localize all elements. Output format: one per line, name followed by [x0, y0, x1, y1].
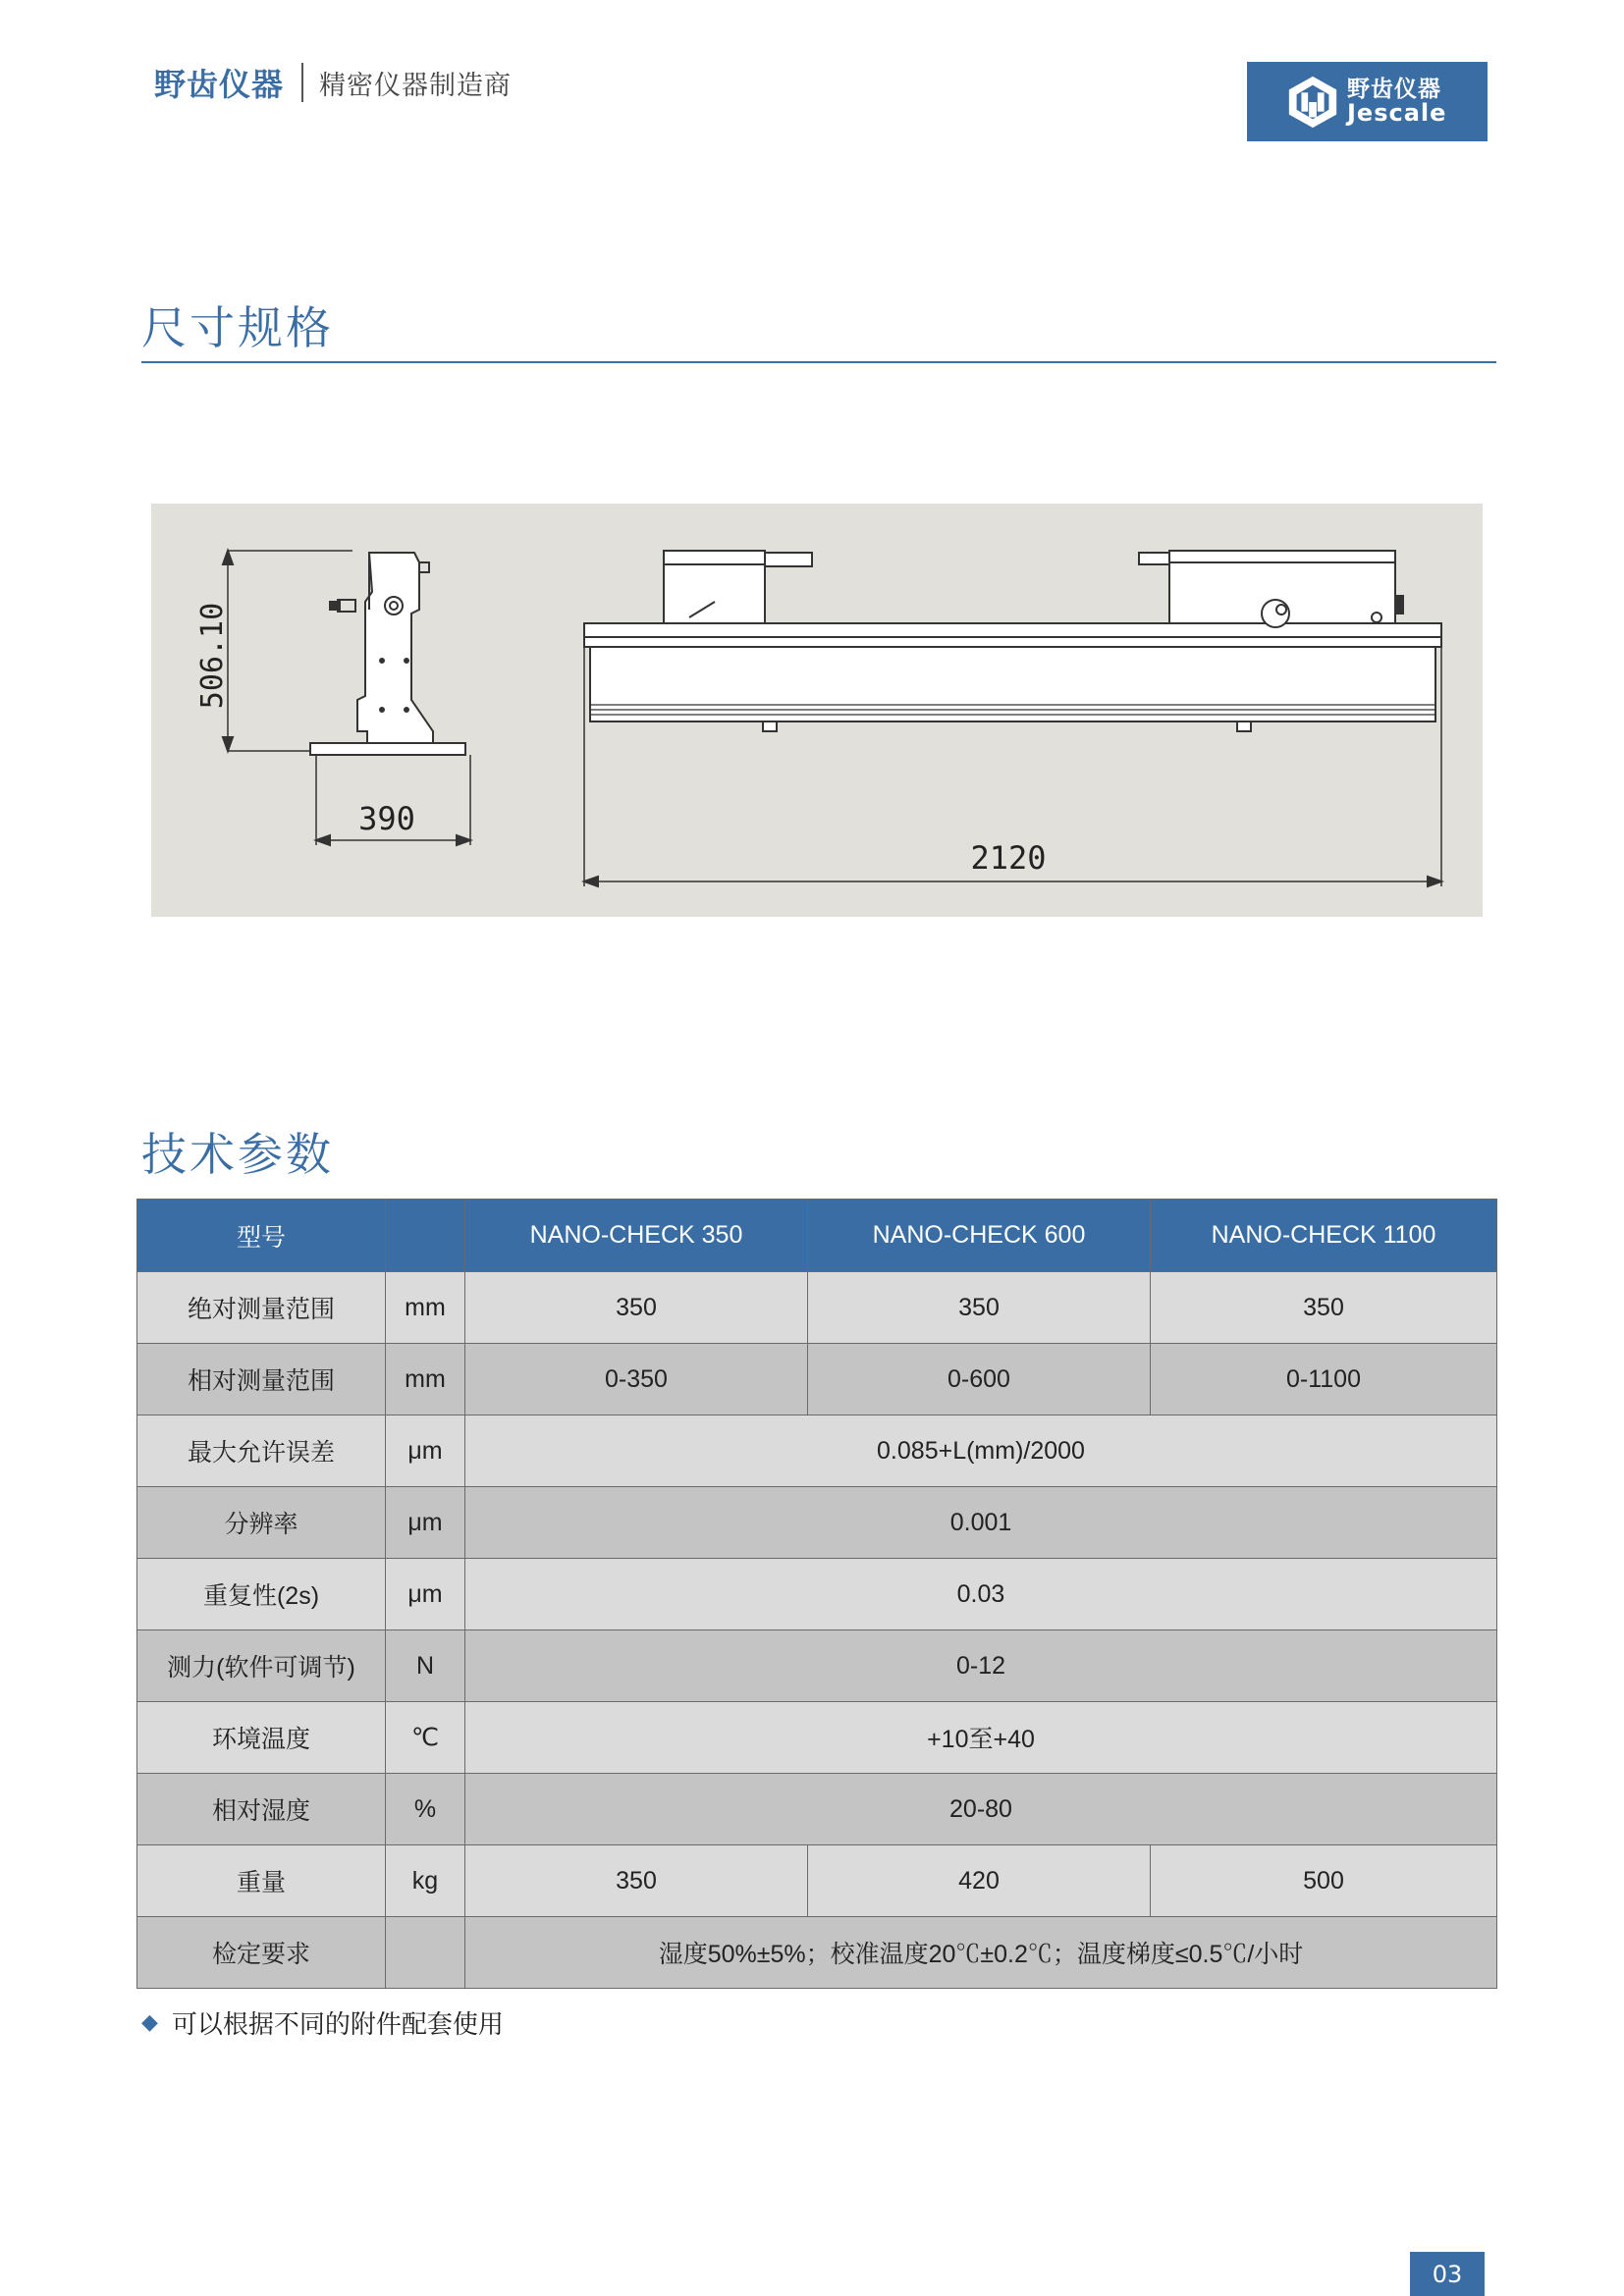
table-row	[137, 1917, 1497, 1989]
specs-title: 技术参数	[141, 1128, 334, 1181]
param-cell: 相对测量范围	[137, 1344, 386, 1415]
brand-divider	[301, 63, 303, 102]
value-cell: +10至+40	[465, 1702, 1497, 1774]
table-row	[137, 1774, 1497, 1845]
unit-cell	[386, 1917, 465, 1989]
title-underline	[141, 361, 1496, 363]
value-cell: 350	[808, 1272, 1151, 1344]
brand-name: 野齿仪器	[154, 66, 285, 103]
param-cell: 分辨率	[137, 1487, 386, 1559]
value-cell: 0-12	[465, 1630, 1497, 1702]
dimensions-title: 尺寸规格	[141, 301, 334, 354]
table-row	[137, 1487, 1497, 1559]
value-cell: 0-1100	[1151, 1344, 1497, 1415]
header-unit	[386, 1200, 465, 1272]
param-cell: 检定要求	[137, 1917, 386, 1989]
length-dimension-label: 2120	[970, 839, 1047, 877]
footnote	[141, 2004, 504, 2041]
value-cell: 0-600	[808, 1344, 1151, 1415]
value-cell: 0.03	[465, 1559, 1497, 1630]
param-cell: 重量	[137, 1845, 386, 1917]
header-model-350: NANO-CHECK 350	[465, 1200, 808, 1272]
header-model-600: NANO-CHECK 600	[808, 1200, 1151, 1272]
technical-drawing-svg	[151, 504, 1483, 917]
value-cell: 湿度50%±5%；校准温度20℃±0.2℃；温度梯度≤0.5℃/小时	[465, 1917, 1497, 1989]
unit-cell: μm	[386, 1487, 465, 1559]
table-row	[137, 1630, 1497, 1702]
value-cell: 420	[808, 1845, 1151, 1917]
brand-slogan: 精密仪器制造商	[319, 70, 513, 101]
dimension-drawing	[151, 504, 1483, 917]
height-dimension-label: 506.10	[195, 602, 230, 710]
param-cell: 最大允许误差	[137, 1415, 386, 1487]
brand-header	[154, 61, 512, 104]
value-cell: 500	[1151, 1845, 1497, 1917]
param-cell: 环境温度	[137, 1702, 386, 1774]
company-logo	[1247, 62, 1488, 141]
unit-cell: kg	[386, 1845, 465, 1917]
table-row	[137, 1559, 1497, 1630]
base-width-dimension-label: 390	[358, 800, 415, 837]
unit-cell: μm	[386, 1559, 465, 1630]
table-header-row	[137, 1200, 1497, 1272]
table-row	[137, 1344, 1497, 1415]
page-number: 03	[1410, 2252, 1485, 2296]
spec-table	[136, 1199, 1497, 1989]
table-row	[137, 1845, 1497, 1917]
param-cell: 重复性(2s)	[137, 1559, 386, 1630]
value-cell: 350	[465, 1272, 808, 1344]
value-cell: 350	[1151, 1272, 1497, 1344]
table-row	[137, 1415, 1497, 1487]
logo-hexagon-icon	[1284, 74, 1341, 131]
logo-cn-text: 野齿仪器	[1347, 76, 1441, 102]
header-model-1100: NANO-CHECK 1100	[1151, 1200, 1497, 1272]
diamond-bullet-icon: ◆	[141, 2010, 158, 2035]
table-row	[137, 1272, 1497, 1344]
param-cell: 绝对测量范围	[137, 1272, 386, 1344]
unit-cell: N	[386, 1630, 465, 1702]
unit-cell: ℃	[386, 1702, 465, 1774]
header-model: 型号	[137, 1200, 386, 1272]
footnote-text: 可以根据不同的附件配套使用	[171, 2010, 504, 2040]
param-cell: 相对湿度	[137, 1774, 386, 1845]
unit-cell: mm	[386, 1344, 465, 1415]
param-cell: 测力(软件可调节)	[137, 1630, 386, 1702]
value-cell: 0.085+L(mm)/2000	[465, 1415, 1497, 1487]
value-cell: 0-350	[465, 1344, 808, 1415]
table-row	[137, 1702, 1497, 1774]
value-cell: 20-80	[465, 1774, 1497, 1845]
logo-en-text: Jescale	[1347, 98, 1447, 127]
value-cell: 350	[465, 1845, 808, 1917]
unit-cell: μm	[386, 1415, 465, 1487]
unit-cell: %	[386, 1774, 465, 1845]
unit-cell: mm	[386, 1272, 465, 1344]
value-cell: 0.001	[465, 1487, 1497, 1559]
